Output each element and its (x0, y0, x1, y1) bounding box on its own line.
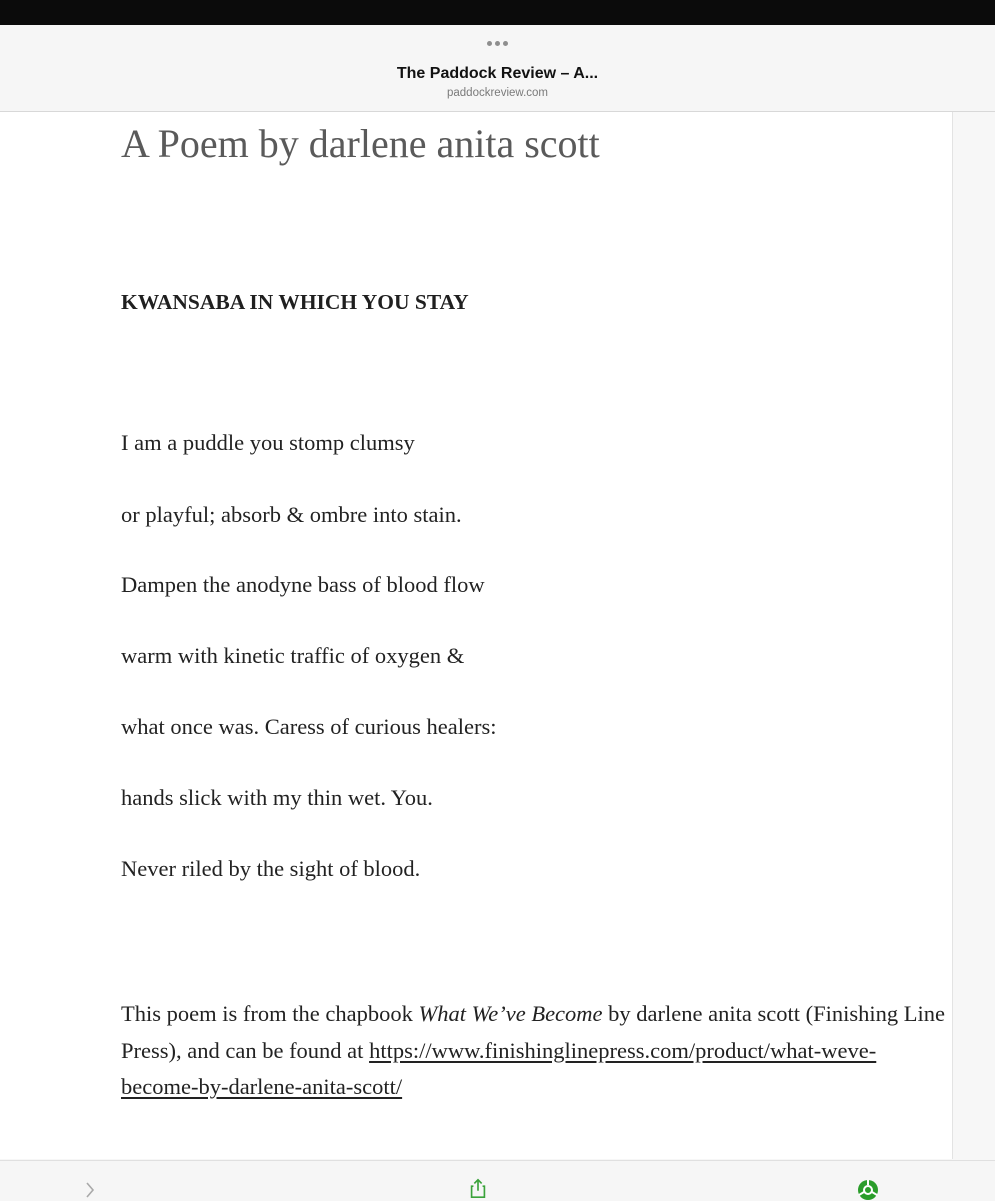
poem-title: KWANSABA IN WHICH YOU STAY (121, 290, 469, 314)
forward-icon[interactable] (80, 1179, 106, 1201)
site-url[interactable]: paddockreview.com (447, 87, 548, 99)
book-title: What We’ve Become (418, 1001, 603, 1026)
poem-line: what once was. Caress of curious healers: (121, 714, 497, 739)
site-title[interactable]: The Paddock Review – A... (396, 65, 599, 82)
poem-line: hands slick with my thin wet. You. (121, 785, 433, 810)
note-prefix: This poem is from the chapbook (121, 1001, 419, 1026)
privacy-shield-icon[interactable] (855, 1179, 881, 1201)
note-middle: by darlene anita scott (Finishing Line Press), and can be found at (121, 1001, 945, 1063)
share-icon[interactable] (465, 1177, 491, 1199)
poem-line: I am a puddle you stomp clumsy (121, 430, 415, 455)
chapbook-link[interactable]: https://www.finishinglinepress.com/product/what-weve-become-by-darlene-anita-scott/ (121, 1037, 877, 1099)
poem-line: warm with kinetic traffic of oxygen & (121, 643, 465, 668)
poem-line: or playful; absorb & ombre into stain. (121, 502, 462, 527)
browser-header (0, 25, 995, 112)
status-bar (0, 0, 995, 25)
source-note (121, 996, 947, 1106)
bottom-toolbar (0, 1160, 995, 1201)
page-content (0, 112, 953, 1159)
poem-line: Dampen the anodyne bass of blood flow (121, 572, 485, 597)
page-title: A Poem by darlene anita scott (121, 121, 600, 166)
poem-line: Never riled by the sight of blood. (121, 856, 421, 881)
more-options-icon[interactable] (0, 33, 995, 51)
